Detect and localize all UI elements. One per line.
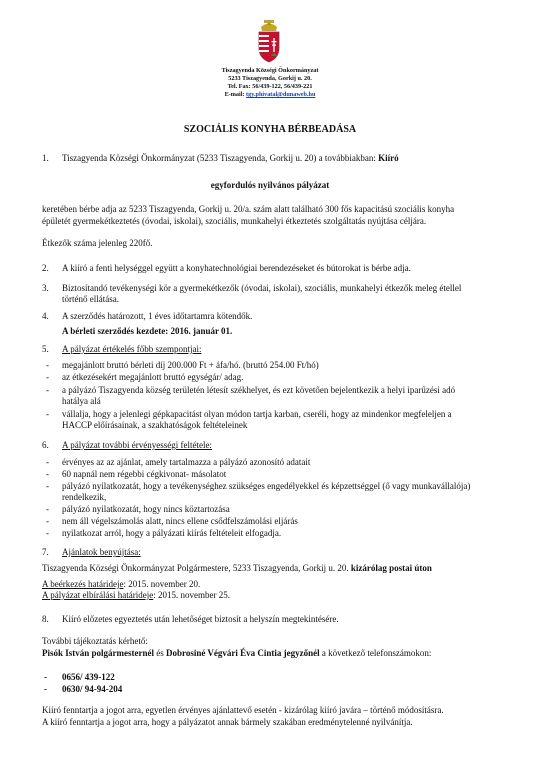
s4-text: A szerződés határozott, 1 éves időtartamra kötendők. [62, 311, 253, 321]
letterhead-address: 5233 Tiszagyenda, Gorkij u. 20. [228, 75, 312, 82]
phone-bullet: - [44, 672, 47, 682]
s2-number: 2. [42, 263, 49, 273]
s6-heading: A pályázat további érvényességi feltétele: [62, 440, 212, 450]
email-link[interactable]: tgy.phivatal@dunaweb.hu [246, 91, 316, 98]
footer-line1: Kiíró fenntartja a jogot arra, egyetlen érvényes ajánlattevő esetén - kizárólag kiíró javára – történő módosításra. [42, 705, 444, 715]
s1-line1 [62, 153, 399, 165]
s7-submission-line [42, 563, 432, 575]
s7-evaluation [42, 590, 230, 602]
s8-text: Kiíró előzetes egyeztetés után lehetőséget biztosít a helyszín megtekintésére. [62, 614, 339, 624]
s6-item: nyilatkozat arról, hogy a pályázati kiírás feltételeit elfogadja. [62, 528, 282, 538]
s5-item: az étkezésekért megajánlott bruttó egységár/ adag. [62, 372, 244, 382]
s6-bullet: - [46, 481, 49, 491]
s6-item-continued: rendelkezik, [62, 492, 107, 502]
s1-line1-bold: Kiíró [378, 153, 399, 163]
s6-bullet: - [46, 528, 49, 538]
s3-line1: Biztosítandó tevékenységi kör a gyermekétkezők (óvodai, iskolai), szociális, munkahelyi étkezők meleg étellel [62, 283, 462, 293]
s6-item: érvényes az az ajánlat, amely tartalmazza a pályázó azonosító adatait [62, 457, 311, 467]
s3-number: 3. [42, 283, 49, 293]
phone-number: 0630/ 94-94-204 [62, 684, 123, 694]
s5-bullet: - [46, 385, 49, 395]
s6-bullet: - [46, 516, 49, 526]
s6-number: 6. [42, 440, 49, 450]
contact-intro: További tájékoztatás kérhető: [42, 636, 148, 646]
s5-bullet: - [46, 372, 49, 382]
s5-item-continued: HACCP előírásainak, a szakhatóságok feltételeinek [62, 420, 248, 430]
s6-item: pályázó nyilatkozatát, hogy nincs köztartozása [62, 504, 230, 514]
footer-line2: A kiíró fenntartja a jogot arra, hogy a pályázatot annak bármely szakában eredménytelenné nyilvánítja. [42, 717, 413, 727]
contact-mayor: Pisók István polgármesternél [42, 648, 154, 658]
letterhead-org: Tiszagyenda Községi Önkormányzat [221, 67, 319, 74]
s5-bullet: - [46, 409, 49, 419]
s5-item: megajánlott bruttó bérleti díj 200.000 Ft + áfa/hó. (bruttó 254.00 Ft/hó) [62, 360, 319, 370]
letterhead-email-line [0, 91, 540, 99]
s5-item: vállalja, hogy a jelenlegi gépkapacitást olyan módon tartja karban, cseréli, hogy az mindenkor megfeleljen a [62, 409, 452, 419]
phone-number: 0656/ 439-122 [62, 672, 115, 682]
s4-number: 4. [42, 311, 49, 321]
s7-number: 7. [42, 547, 49, 557]
s5-heading: A pályázat értékelés főbb szempontjai: [62, 344, 202, 354]
contact-notary: Dobrosiné Végvári Éva Cintia jegyzőnél [166, 648, 320, 658]
s6-bullet: - [46, 504, 49, 514]
s7-address: Tiszagyenda Községi Önkormányzat Polgármestere, 5233 Tiszagyenda, Gorkij u. 20. [42, 563, 349, 573]
letterhead-phone: Tel. Fax: 56/439-122, 56/439-221 [227, 83, 313, 90]
contact-and: és [156, 648, 164, 658]
s1-diners-count: Étkezők száma jelenleg 220fő. [42, 238, 153, 248]
s5-item: a pályázó Tiszagyenda község területén létesít székhelyet, és ezt követően bejelentkezik a helyi iparűzési adó [62, 385, 456, 395]
s2-text: A kiíró a fenti helységgel együtt a konyhatechnológiai berendezéseket és bútorokat is bérbe adja. [62, 263, 411, 273]
s8-number: 8. [42, 614, 49, 624]
s7-deadline-label: A beérkezés határideje [42, 579, 124, 589]
s7-deadline-value: : 2015. november 20. [123, 579, 201, 589]
s7-deadline [42, 579, 200, 591]
contact-tail: a következő telefonszámokon: [321, 648, 432, 658]
email-label: E-mail: [224, 91, 245, 98]
s6-bullet: - [46, 457, 49, 467]
contact-names [42, 648, 431, 660]
s6-item: pályázó nyilatkozatát, hogy a tevékenységhez szükséges engedélyekkel és képzettséggel (ő vagy munkavállalója) [62, 481, 471, 491]
s7-eval-value: : 2015. november 25. [153, 590, 230, 600]
s5-item-continued: hatálya alá [62, 396, 101, 406]
s1-number: 1. [42, 153, 49, 163]
s4-start-date: A bérleti szerződés kezdete: 2016. január 01. [62, 326, 233, 336]
phone-bullet: - [44, 684, 47, 694]
coat-of-arms-icon [254, 18, 284, 64]
s5-number: 5. [42, 344, 49, 354]
s6-item: 60 napnál nem régebbi cégkivonat- másolatot [62, 469, 227, 479]
s1-paragraph-line1: keretében bérbe adja az 5233 Tiszagyenda, Gorkij u. 20/a. szám alatt található 300 fős kapacitású szociális konyha [42, 204, 455, 214]
s7-eval-label: A pályázat elbírálási határideje [42, 590, 154, 600]
s5-bullet: - [46, 360, 49, 370]
s3-line2: történő ellátása. [62, 294, 119, 304]
s6-bullet: - [46, 469, 49, 479]
s1-paragraph-line2: épületét gyermekétkeztetés (óvodai, iskolai), szociális, munkahelyi étkeztetés szolgáltatás nyújtása céljára. [42, 216, 427, 226]
s6-item: nem áll végelszámolás alatt, nincs ellene csődfelszámolási eljárás [62, 516, 298, 526]
s7-heading: Ajánlatok benyújtása: [62, 547, 141, 557]
s1-subtitle: egyfordulós nyilvános pályázat [210, 180, 330, 190]
page-title: SZOCIÁLIS KONYHA BÉRBEADÁSA [183, 124, 357, 135]
s1-line1-text: Tiszagyenda Községi Önkormányzat (5233 Tiszagyenda, Gorkij u. 20) a továbbiakban: [62, 153, 376, 163]
s7-postal-only: kizárólag postai úton [350, 563, 432, 573]
